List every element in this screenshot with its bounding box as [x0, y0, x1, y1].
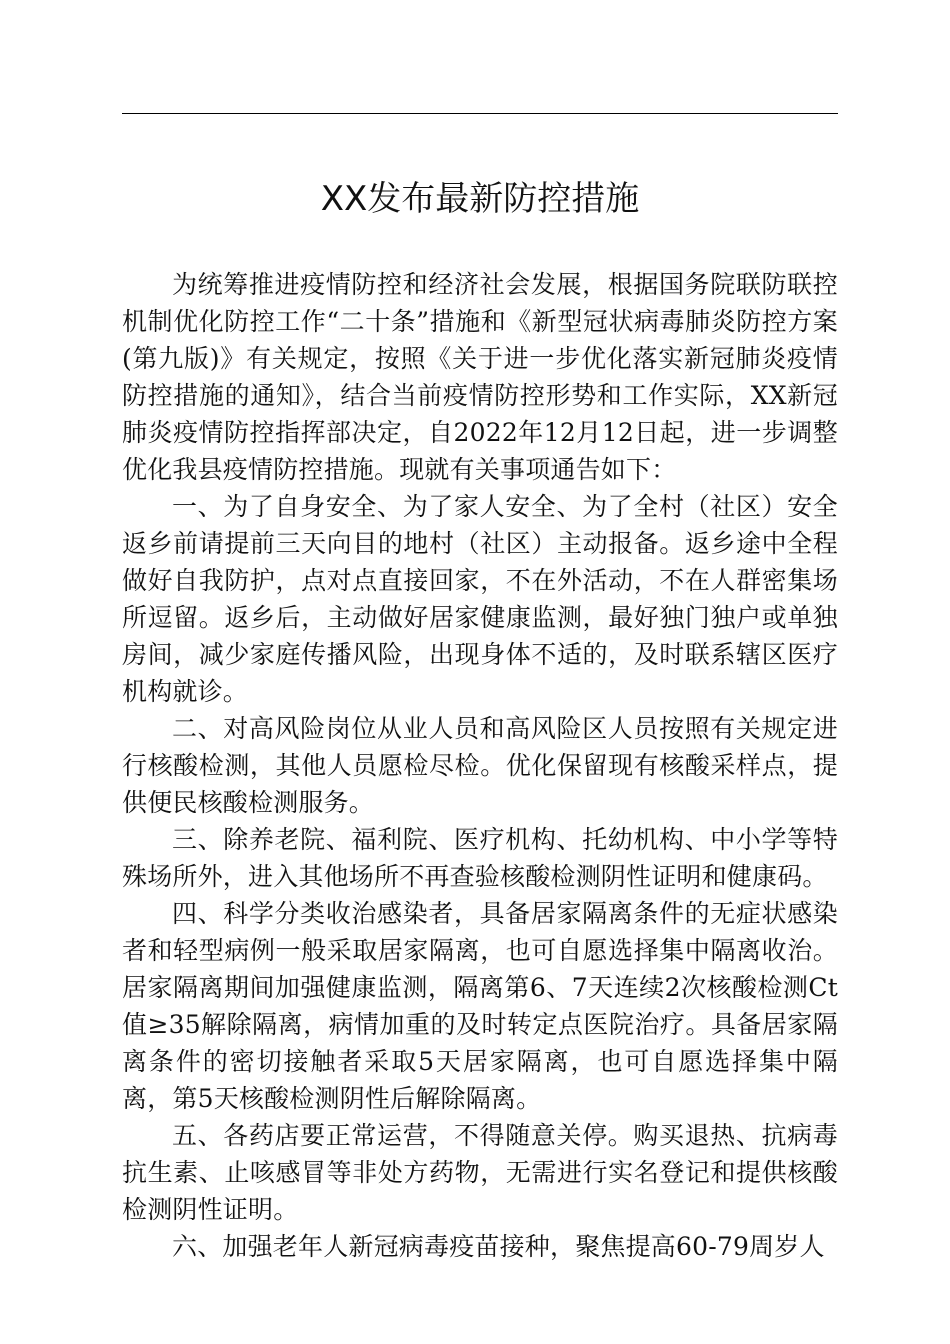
paragraph-item-6: 六、加强老年人新冠病毒疫苗接种，聚焦提高60-79周岁人 [172, 1232, 825, 1261]
document-title: XX发布最新防控措施 [320, 179, 640, 219]
document-body [122, 266, 838, 1265]
paragraph-intro: 为统筹推进疫情防控和经济社会发展，根据国务院联防联控机制优化防控工作“二十条”措施和《新型冠状病毒肺炎防控方案(第九版)》有关规定，按照《关于进一步优化落实新冠肺炎疫情防控措施的通知》，结合当前疫情防控形势和工作实际，XX新冠肺炎疫情防控指挥部决定，自2022年12月12日起，进一步调整优化我县疫情防控措施。现就有关事项通告如下： [122, 270, 838, 484]
paragraph-item-1: 一、为了自身安全、为了家人安全、为了全村（社区）安全返乡前请提前三天向目的地村（社区）主动报备。返乡途中全程做好自我防护，点对点直接回家，不在外活动，不在人群密集场所逗留。返乡后，主动做好居家健康监测，最好独门独户或单独房间，减少家庭传播风险，出现身体不适的，及时联系辖区医疗机构就诊。 [122, 492, 838, 706]
paragraph-item-5: 五、各药店要正常运营，不得随意关停。购买退热、抗病毒抗生素、止咳感冒等非处方药物，无需进行实名登记和提供核酸检测阴性证明。 [122, 1121, 838, 1224]
paragraph-item-2: 二、对高风险岗位从业人员和高风险区人员按照有关规定进行核酸检测，其他人员愿检尽检。优化保留现有核酸采样点，提供便民核酸检测服务。 [122, 714, 838, 817]
header-rule [122, 113, 838, 114]
paragraph-item-3: 三、除养老院、福利院、医疗机构、托幼机构、中小学等特殊场所外，进入其他场所不再查验核酸检测阴性证明和健康码。 [122, 825, 838, 891]
paragraph-item-4: 四、科学分类收治感染者，具备居家隔离条件的无症状感染者和轻型病例一般采取居家隔离，也可自愿选择集中隔离收治。居家隔离期间加强健康监测，隔离第6、7天连续2次核酸检测Ct值≥35解除隔离，病情加重的及时转定点医院治疗。具备居家隔离条件的密切接触者采取5天居家隔离，也可自愿选择集中隔离，第5天核酸检测阴性后解除隔离。 [122, 899, 838, 1113]
